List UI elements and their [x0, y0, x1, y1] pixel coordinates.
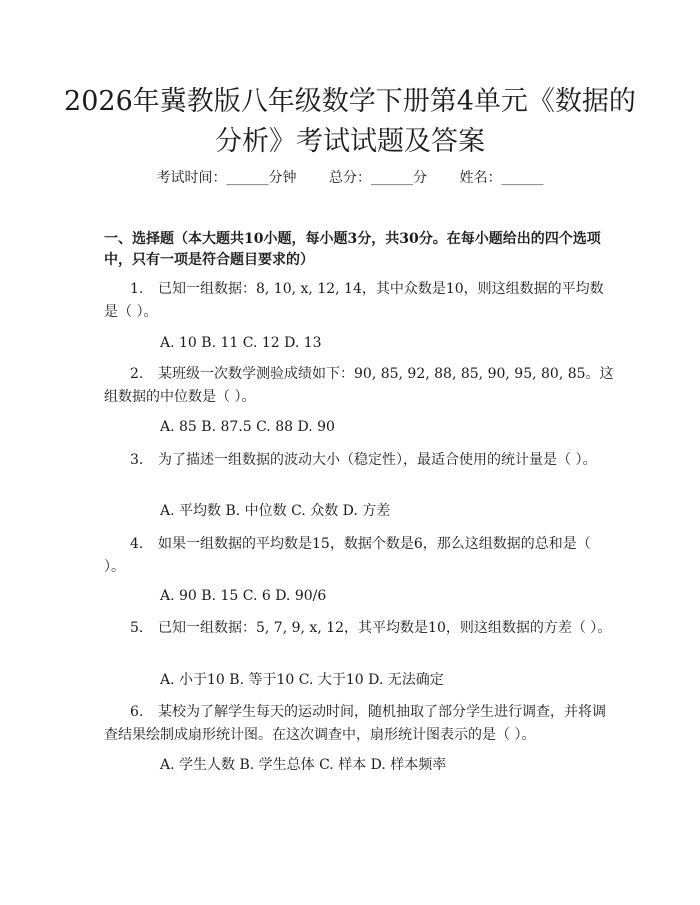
- question-6-options: A. 学生人数 B. 学生总体 C. 样本 D. 样本频率: [160, 757, 447, 773]
- question-number: 6.: [130, 704, 144, 720]
- question-2-options: A. 85 B. 87.5 C. 88 D. 90: [160, 419, 335, 435]
- exam-info-line: [0, 168, 700, 188]
- question-2: [104, 363, 614, 409]
- question-5-options: A. 小于10 B. 等于10 C. 大于10 D. 无法确定: [160, 672, 444, 688]
- question-number: 4.: [130, 536, 144, 552]
- exam-time-field: 考试时间：______分钟: [156, 170, 297, 186]
- question-text: 某班级一次数学测验成绩如下：90, 85, 92, 88, 85, 90, 95, 80, 85。这组数据的中位数是（ ）。: [104, 366, 614, 405]
- question-4: [104, 533, 614, 579]
- question-5: [104, 617, 614, 640]
- question-1: [104, 278, 614, 324]
- question-number: 2.: [130, 366, 144, 382]
- question-3: [104, 449, 614, 472]
- exam-title: 2026年冀教版八年级数学下册第4单元《数据的分析》考试试题及答案: [64, 86, 636, 157]
- question-number: 3.: [130, 452, 144, 468]
- question-number: 5.: [130, 620, 144, 636]
- student-name-field: 姓名：______: [459, 170, 544, 186]
- section-heading-multiple-choice: 一、选择题（本大题共10小题，每小题3分，共30分。在每小题给出的四个选项中，只有一项是符合题目要求的）: [104, 231, 601, 268]
- question-text: 为了描述一组数据的波动大小（稳定性），最适合使用的统计量是（ ）。: [158, 452, 597, 468]
- question-text: 如果一组数据的平均数是15，数据个数是6，那么这组数据的总和是（ ）。: [104, 536, 591, 575]
- question-text: 已知一组数据：5, 7, 9, x, 12，其平均数是10，则这组数据的方差（ ）。: [158, 620, 612, 636]
- question-number: 1.: [130, 281, 144, 297]
- question-text: 已知一组数据：8, 10, x, 12, 14，其中众数是10，则这组数据的平均数是（ ）。: [104, 281, 604, 320]
- question-3-options: A. 平均数 B. 中位数 C. 众数 D. 方差: [160, 503, 391, 519]
- total-score-field: 总分：______分: [329, 170, 427, 186]
- question-text: 某校为了解学生每天的运动时间，随机抽取了部分学生进行调查，并将调查结果绘制成扇形统计图。在这次调查中，扇形统计图表示的是（ ）。: [104, 704, 606, 743]
- question-4-options: A. 90 B. 15 C. 6 D. 90/6: [160, 588, 327, 604]
- question-6: [104, 701, 614, 747]
- question-1-options: A. 10 B. 11 C. 12 D. 13: [160, 335, 322, 351]
